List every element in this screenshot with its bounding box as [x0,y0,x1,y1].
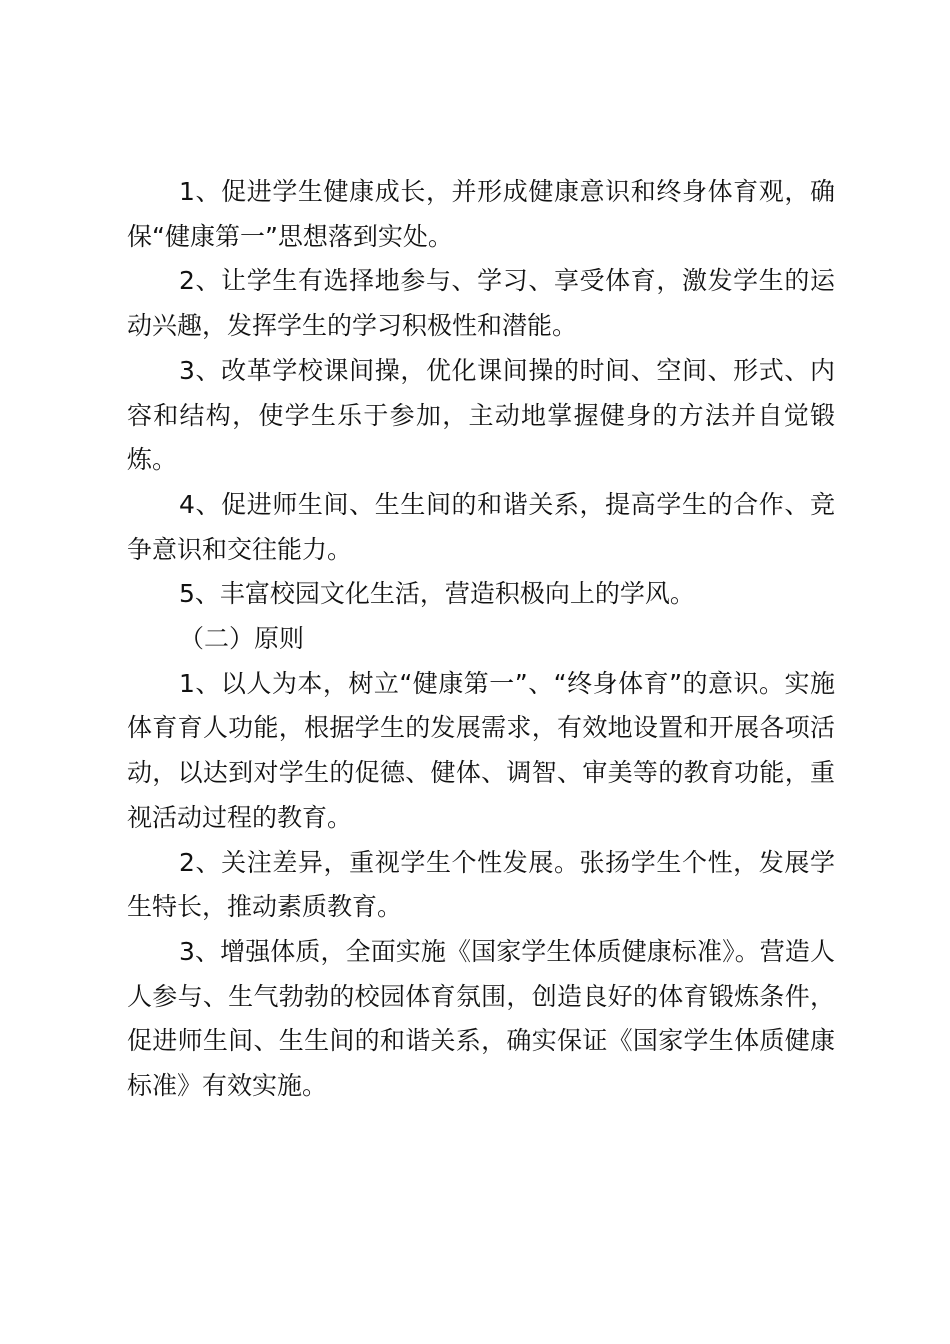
principle-paragraph-1: 1、以人为本，树立“健康第一”、“终身体育”的意识。实施体育育人功能，根据学生的发展需求，有效地设置和开展各项活动，以达到对学生的促德、健体、调智、审美等的教育功能，重视活动过程的教育。 [127,668,835,832]
document-page [127,170,835,1109]
principles-heading: （二）原则 [179,624,305,654]
goal-paragraph-4: 4、促进师生间、生生间的和谐关系，提高学生的合作、竞争意识和交往能力。 [127,489,835,564]
goal-paragraph-1: 1、促进学生健康成长，并形成健康意识和终身体育观，确保“健康第一”思想落到实处。 [127,177,835,251]
principle-paragraph-3: 3、增强体质，全面实施《国家学生体质健康标准》。营造人人参与、生气勃勃的校园体育氛围，创造良好的体育锻炼条件，促进师生间、生生间的和谐关系，确实保证《国家学生体质健康标准》有效实施。 [127,936,835,1101]
principle-paragraph-2: 2、关注差异，重视学生个性发展。张扬学生个性，发展学生特长，推动素质教育。 [127,847,835,922]
goal-paragraph-3: 3、改革学校课间操，优化课间操的时间、空间、形式、内容和结构，使学生乐于参加，主动地掌握健身的方法并自觉锻炼。 [127,355,835,475]
goal-paragraph-2: 2、让学生有选择地参与、学习、享受体育，激发学生的运动兴趣，发挥学生的学习积极性和潜能。 [127,266,835,341]
goal-paragraph-5: 5、丰富校园文化生活，营造积极向上的学风。 [179,579,695,609]
